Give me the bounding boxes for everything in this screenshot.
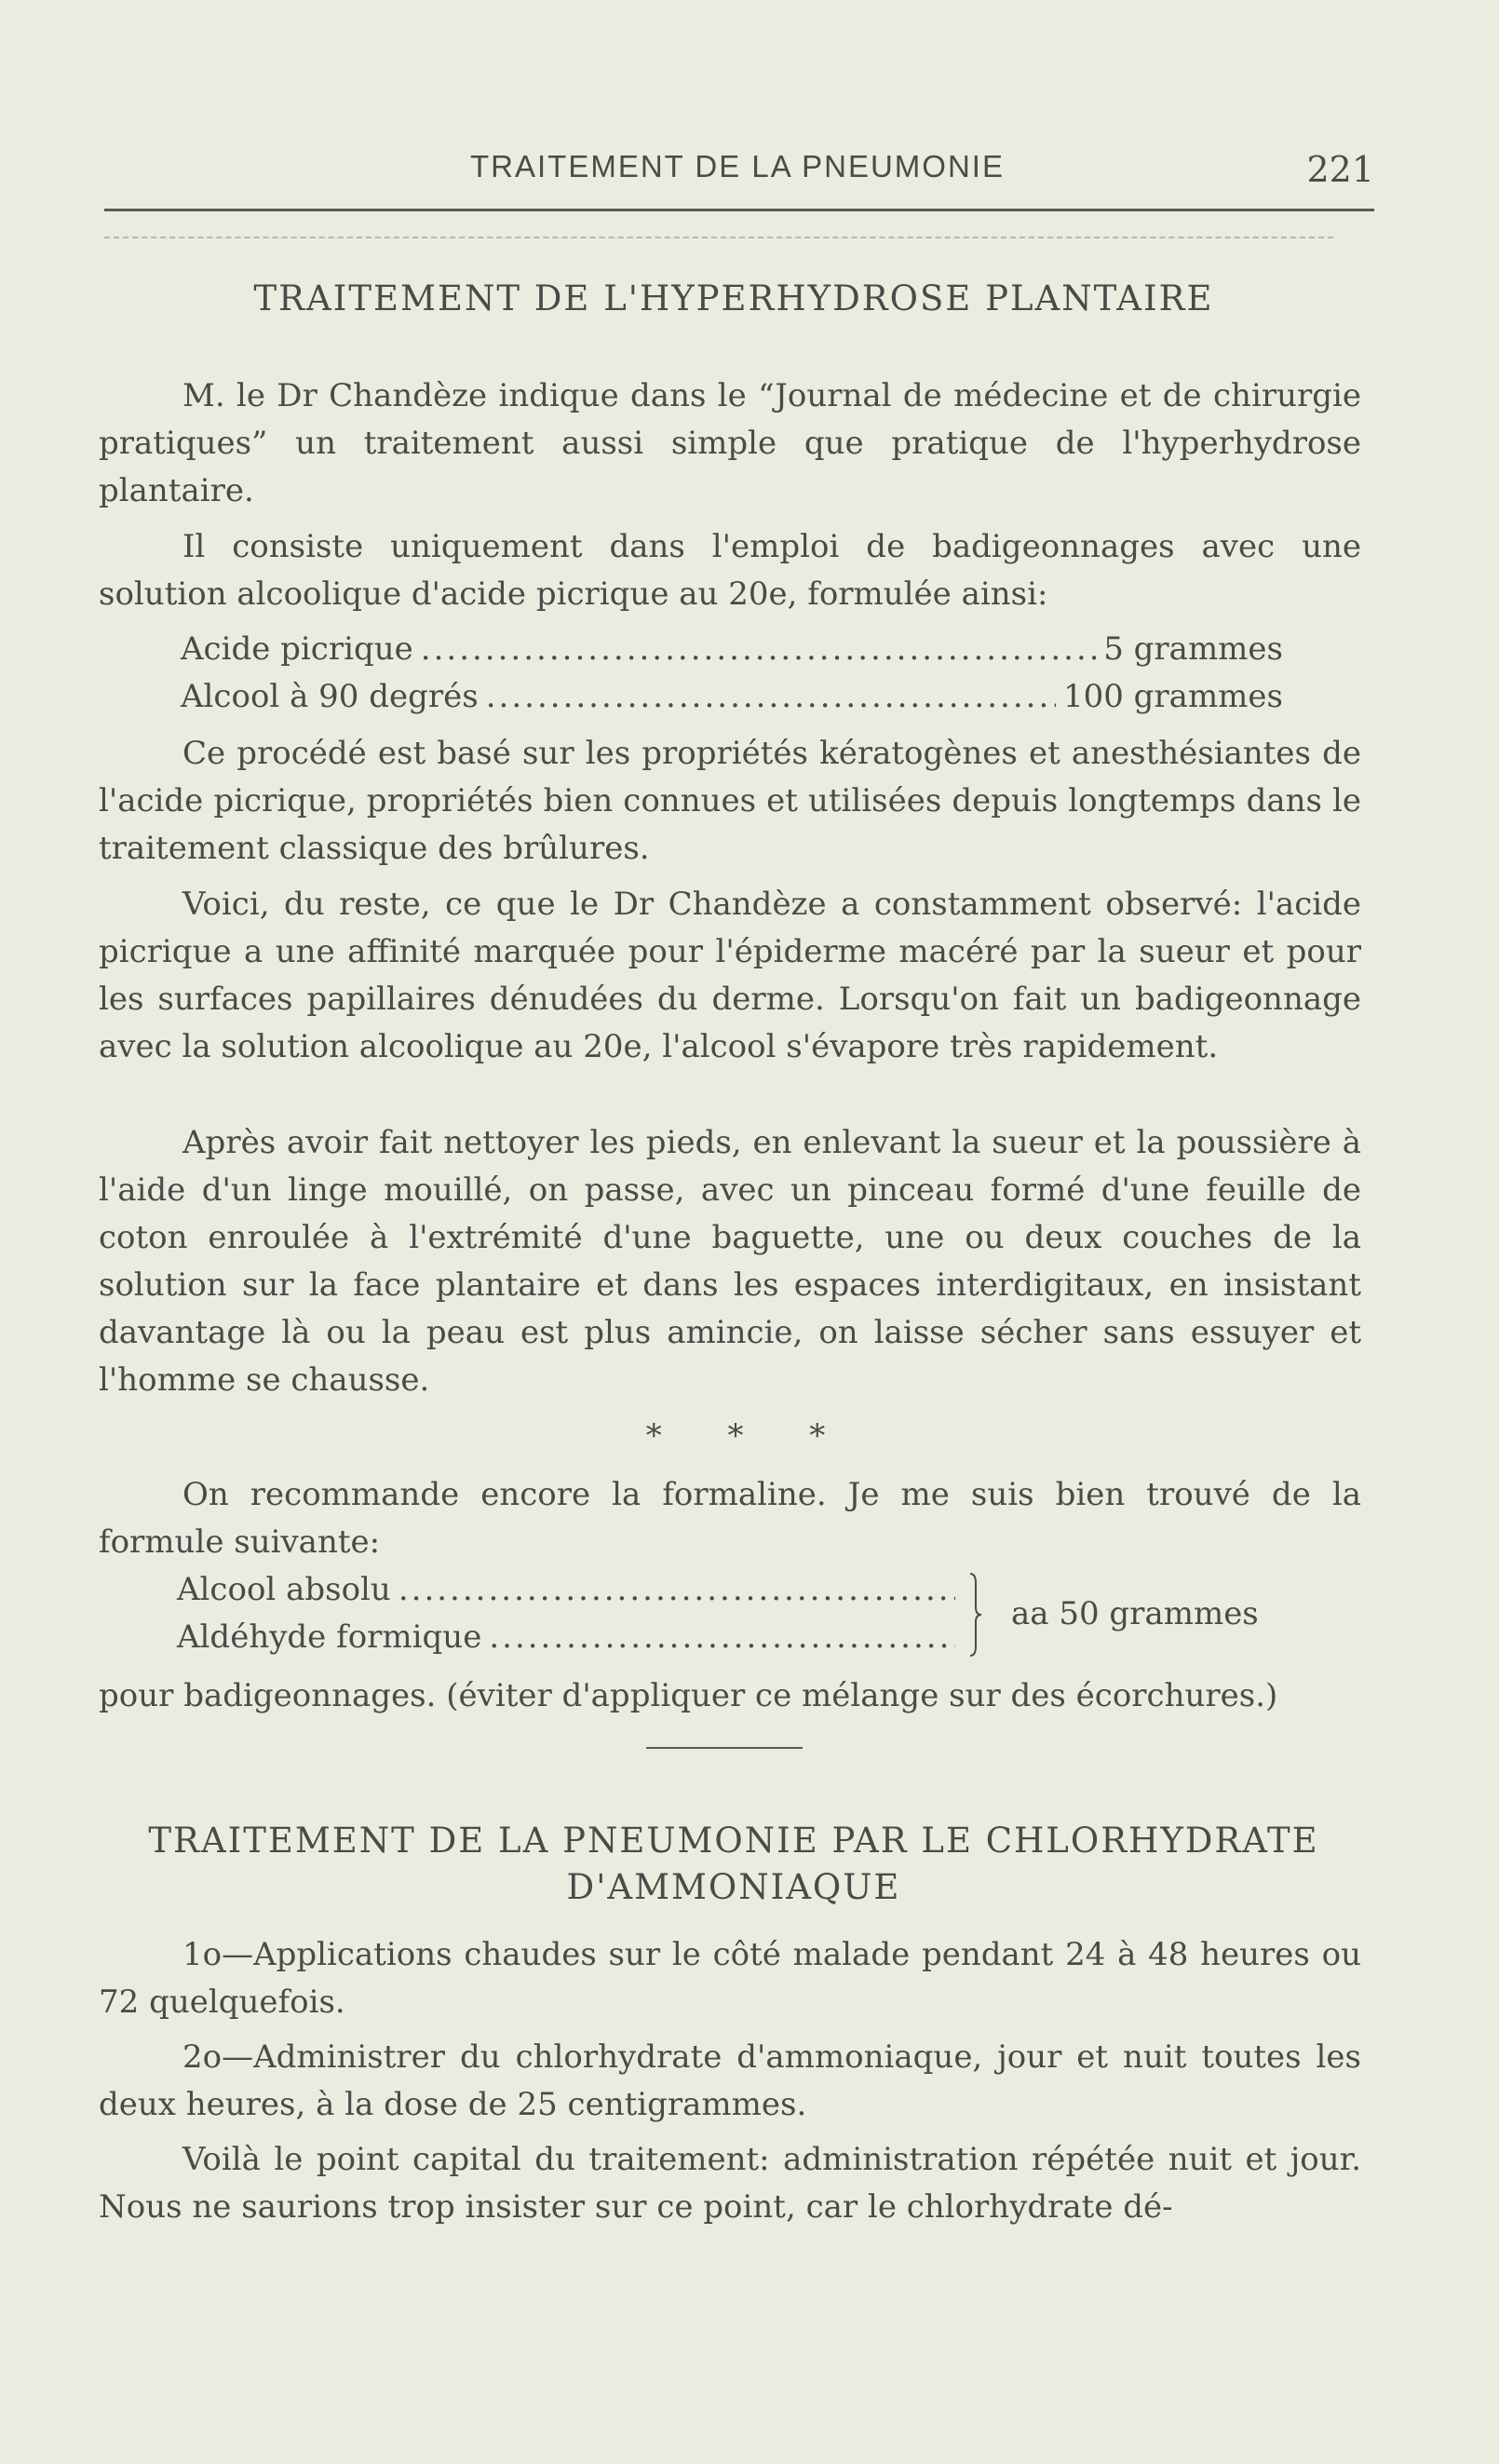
paragraph-text: M. le Dr Chandèze indique dans le “Journal de médecine et de chirurgie pratiques” un traitement aussi simple que pratique de l'hyperhydrose plantaire. [99,377,1361,509]
paragraph-text: On recommande encore la formaline. Je me suis bien trouvé de la formule suivante: [99,1476,1361,1561]
leader-dots [398,1566,955,1614]
running-title: TRAITEMENT DE LA PNEUMONIE [470,149,1005,183]
paragraph-text: Voici, du reste, ce que le Dr Chandèze a constamment observé: l'acide picrique a une affinité marquée pour l'épiderme macéré par la sueur et pour les surfaces papillaires dénudées du derme. Lorsqu'on fait un badigeonnage avec la solution alcoolique au 20e, l'alcool s'évapore très rapidement. [99,886,1361,1065]
ingredient-name: Aldéhyde formique [177,1618,482,1656]
paragraph-text: Voilà le point capital du traitement: administration répétée nuit et jour. Nous ne saurions trop insister sur ce point, car le chlorhydrate dé- [99,2141,1361,2226]
paragraph-text: 2o—Administrer du chlorhydrate d'ammoniaque, jour et nuit toutes les deux heures, à la dose de 25 centigrammes. [99,2038,1361,2123]
page-header [101,149,1374,196]
paragraph-text: pour badigeonnages. (éviter d'appliquer ce mélange sur des écorchures.) [99,1677,1278,1714]
formula-row [177,1566,963,1614]
paragraph [99,1931,1361,2026]
paragraph [99,523,1361,618]
paragraph [99,372,1361,515]
ingredient-amount: 5 grammes [1103,630,1283,668]
page-number: 221 [1306,149,1374,190]
paragraph [99,730,1361,873]
leader-dots [486,673,1056,721]
ingredient-name: Alcool absolu [177,1571,391,1608]
paragraph [99,1471,1361,1566]
paragraph [99,881,1361,1071]
paragraph [99,2034,1361,2129]
formula-recipe [177,1566,1294,1663]
formula-amount: aa 50 grammes [1011,1595,1259,1632]
ingredient-name: Alcool à 90 degrés [181,678,479,715]
recipe-list [181,626,1283,721]
ingredient-amount: 100 grammes [1062,678,1283,715]
formula-row [177,1614,963,1661]
recipe-row [181,626,1283,673]
section-title-line: TRAITEMENT DE LA PNEUMONIE PAR LE CHLORHYDRATE [148,1821,1319,1861]
paragraph-text: 1o—Applications chaudes sur le côté malade pendant 24 à 48 heures ou 72 quelquefois. [99,1936,1361,2021]
section-title-pneumonie [101,1818,1367,1911]
paragraph-text: Après avoir fait nettoyer les pieds, en enlevant la sueur et la poussière à l'aide d'un linge mouillé, on passe, avec un pinceau formé d'une feuille de coton enroulée à l'extrémité d'une baguette, une ou deux couches de la solution sur la face plantaire et dans les espaces interdigitaux, en insistant davantage là ou la peau est plus amincie, on laisse sécher sans essuyer et l'homme se chausse. [99,1124,1361,1399]
section-title-line: D'AMMONIAQUE [566,1867,901,1907]
header-dashed-rule [104,237,1333,238]
ingredient-name: Acide picrique [181,630,413,668]
paragraph-text: Ce procédé est basé sur les propriétés kératogènes et anesthésiantes de l'acide picrique, propriétés bien connues et utilisées depuis longtemps dans le traitement classique des brûlures. [99,735,1361,867]
paragraph [99,1672,1361,1720]
section-title-hyperhydrose: TRAITEMENT DE L'HYPERHYDROSE PLANTAIRE [253,278,1214,318]
section-stars: * * * [645,1417,854,1455]
leader-dots [489,1614,955,1661]
section-separator [646,1747,803,1749]
formula-items [177,1566,963,1661]
paragraph [99,2136,1361,2231]
curly-brace-icon [968,1572,983,1658]
leader-dots [421,626,1096,673]
recipe-row [181,673,1283,721]
paragraph [99,1119,1361,1404]
header-rule [104,209,1374,211]
paragraph-text: Il consiste uniquement dans l'emploi de badigeonnages avec une solution alcoolique d'acide picrique au 20e, formulée ainsi: [99,528,1361,613]
